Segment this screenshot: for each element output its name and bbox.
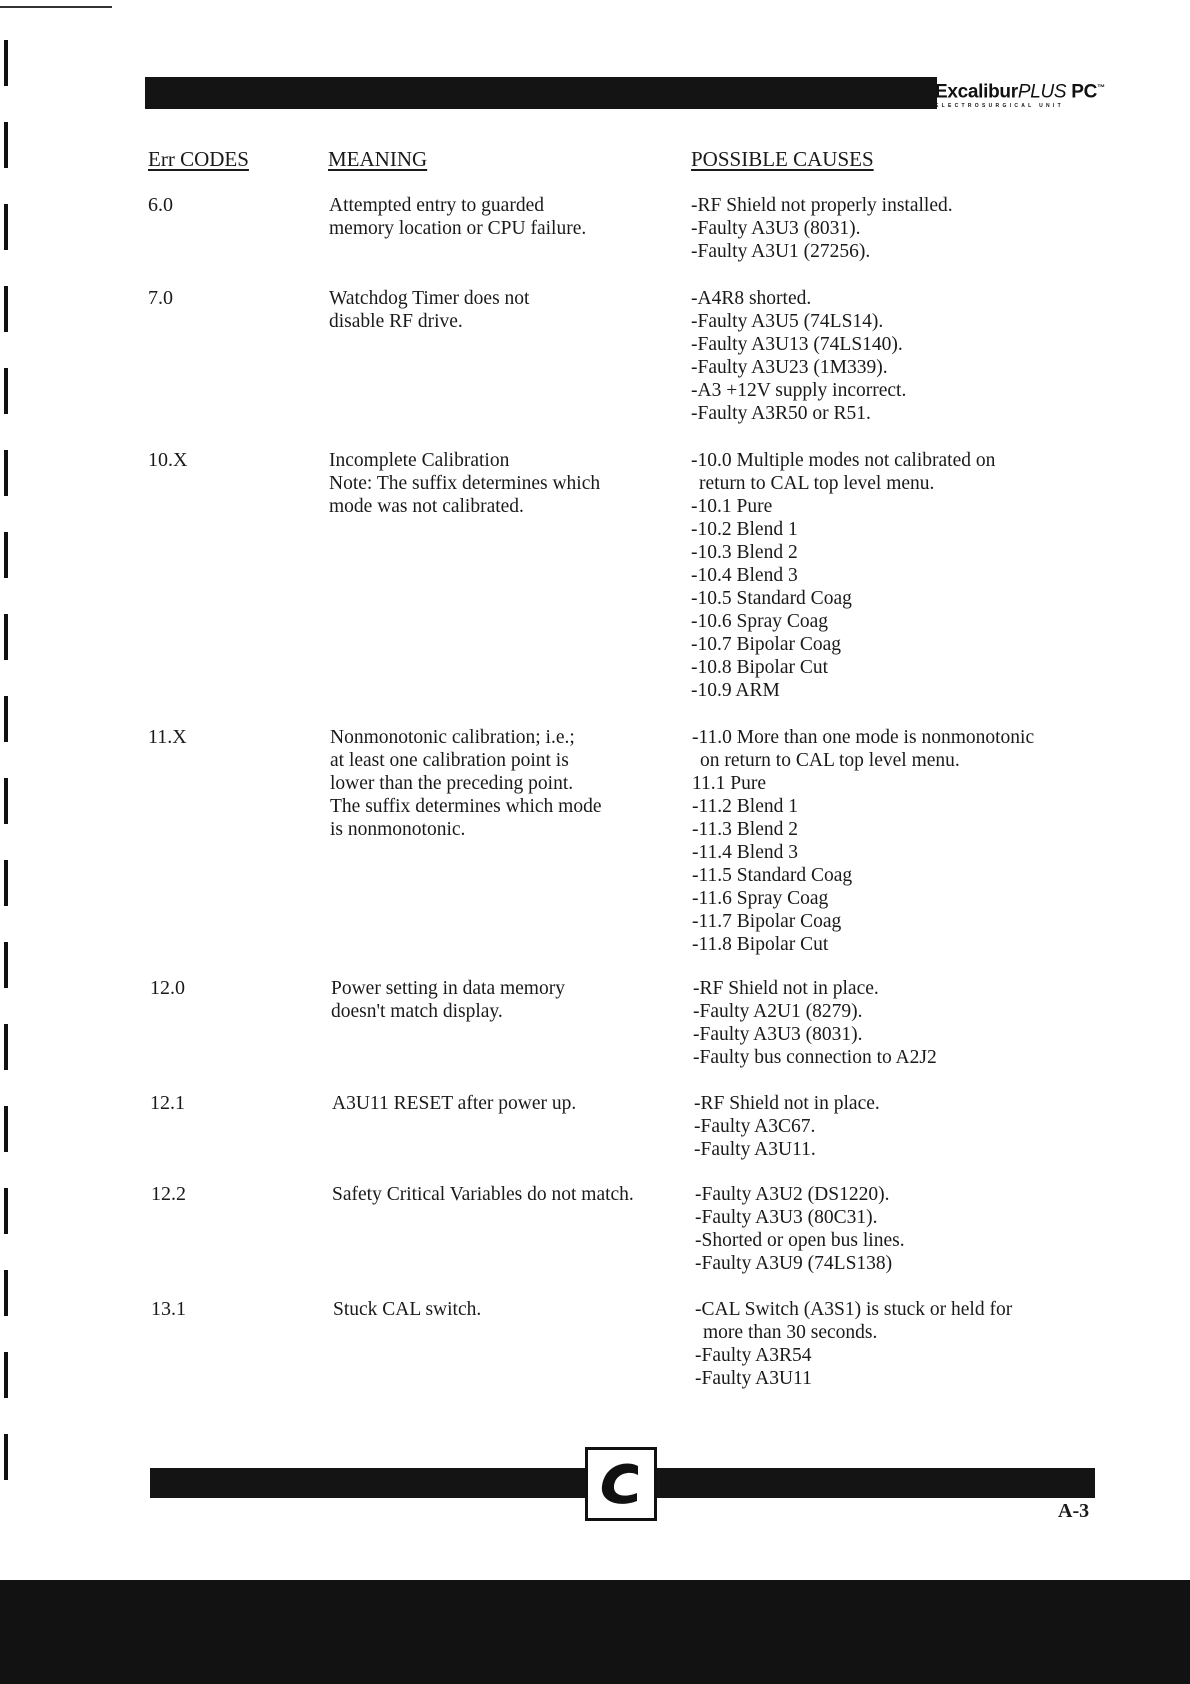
error-causes: -Faulty A3U2 (DS1220). -Faulty A3U3 (80C31). -Shorted or open bus lines. -Faulty A3U9 (74LS138) xyxy=(695,1184,905,1274)
error-causes: -RF Shield not in place. -Faulty A2U1 (8279). -Faulty A3U3 (8031). -Faulty bus connection to A2J2 xyxy=(693,978,937,1068)
error-code: 12.0 xyxy=(150,977,185,999)
company-logo-icon xyxy=(585,1447,657,1521)
error-causes: -10.0 Multiple modes not calibrated on return to CAL top level menu. -10.1 Pure -10.2 Blend 1 -10.3 Blend 2 -10.4 Blend 3 -10.5 Standard Coag -10.6 Spray Coag -10.7 Bipolar Coag -10.8 Bipolar Cut -10.9 ARM xyxy=(691,450,996,701)
brand-logo xyxy=(935,78,1105,110)
error-code: 6.0 xyxy=(148,194,173,216)
error-meaning: Safety Critical Variables do not match. xyxy=(332,1184,634,1205)
brand-name: ExcaliburPLUS PC™ xyxy=(935,81,1105,103)
error-meaning: Stuck CAL switch. xyxy=(333,1299,482,1320)
error-causes: -CAL Switch (A3S1) is stuck or held for more than 30 seconds. -Faulty A3R54 -Faulty A3U11 xyxy=(695,1299,1013,1389)
page-number: A-3 xyxy=(1058,1500,1090,1522)
header-bar xyxy=(145,77,937,109)
error-code: 10.X xyxy=(148,449,188,471)
column-header-codes: Err CODES xyxy=(148,147,249,171)
error-causes: -A4R8 shorted. -Faulty A3U5 (74LS14). -Faulty A3U13 (74LS140). -Faulty A3U23 (1M339). -A3 +12V supply incorrect. -Faulty A3R50 or R51. xyxy=(691,288,907,424)
error-meaning: Power setting in data memory doesn't match display. xyxy=(331,978,565,1022)
top-left-rule xyxy=(0,6,112,8)
error-meaning: Watchdog Timer does not disable RF drive. xyxy=(329,288,530,332)
error-code: 12.2 xyxy=(151,1183,186,1205)
error-code: 7.0 xyxy=(148,287,173,309)
error-code: 11.X xyxy=(148,726,187,748)
binding-marks xyxy=(4,40,9,1540)
error-code: 12.1 xyxy=(150,1092,185,1114)
error-meaning: Attempted entry to guarded memory location or CPU failure. xyxy=(329,195,587,239)
column-header-meaning: MEANING xyxy=(328,147,428,171)
column-header-causes: POSSIBLE CAUSES xyxy=(691,147,874,171)
error-meaning: A3U11 RESET after power up. xyxy=(332,1093,577,1114)
error-meaning: Nonmonotonic calibration; i.e.; at least one calibration point is lower than the preceding point. The suffix determines which mode is nonmonotonic. xyxy=(330,727,602,840)
error-code: 13.1 xyxy=(151,1298,186,1320)
error-causes: -RF Shield not properly installed. -Faulty A3U3 (8031). -Faulty A3U1 (27256). xyxy=(691,195,953,262)
error-causes: -11.0 More than one mode is nonmonotonic on return to CAL top level menu. 11.1 Pure -11.2 Blend 1 -11.3 Blend 2 -11.4 Blend 3 -11.5 Standard Coag -11.6 Spray Coag -11.7 Bipolar Coag -11.8 Bipolar Cut xyxy=(692,727,1035,955)
scan-bottom-band xyxy=(0,1580,1190,1684)
error-causes: -RF Shield not in place. -Faulty A3C67. -Faulty A3U11. xyxy=(694,1093,880,1160)
error-meaning: Incomplete Calibration Note: The suffix determines which mode was not calibrated. xyxy=(329,450,601,517)
brand-subtitle: ELECTROSURGICAL UNIT xyxy=(935,103,1064,110)
